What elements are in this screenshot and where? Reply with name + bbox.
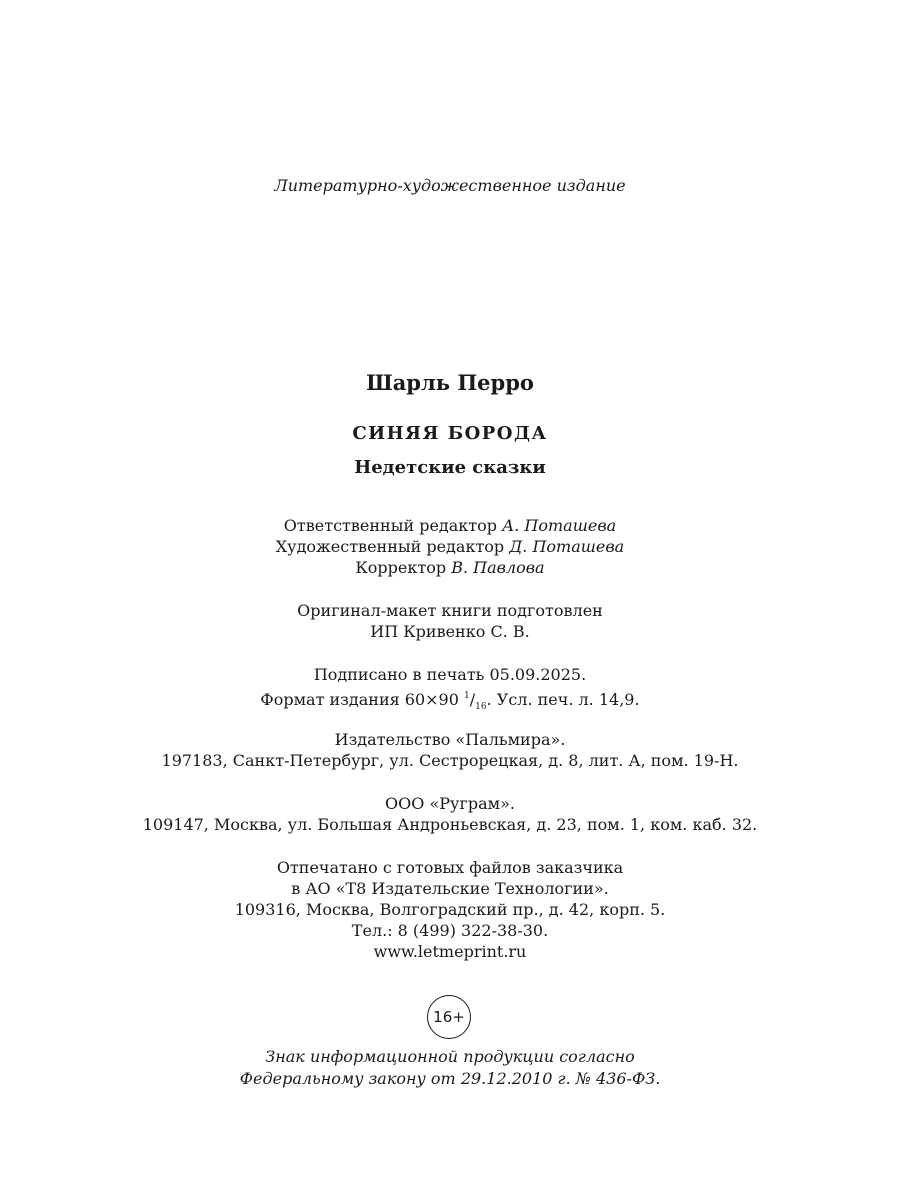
printer-phone: Тел.: 8 (499) 322-38-30.	[351, 921, 549, 940]
printer-line1: Отпечатано с готовых файлов заказчика	[276, 858, 624, 877]
layout-prep-line1: Оригинал-макет книги подготовлен	[297, 601, 603, 620]
printer-address: 109316, Москва, Волгоградский пр., д. 42, корп. 5.	[234, 900, 666, 919]
credit-editor	[0, 515, 900, 536]
format-slash: /	[469, 690, 476, 709]
publisher-address: 197183, Санкт-Петербург, ул. Сестрорецкая, д. 8, лит. А, пом. 19-Н.	[161, 751, 739, 770]
credit-editor-role: Ответственный редактор	[283, 516, 498, 535]
format-suffix: . Усл. печ. л. 14,9.	[486, 690, 640, 709]
distributor-address: 109147, Москва, ул. Большая Андроньевская, д. 23, пом. 1, ком. каб. 32.	[142, 815, 758, 834]
edition-type: Литературно-художественное издание	[274, 176, 626, 195]
credit-art-editor-name: Д. Поташева	[509, 537, 625, 556]
print-format-line	[0, 686, 900, 718]
distributor-name: ООО «Руграм».	[385, 794, 515, 813]
format-numerator: 1	[464, 691, 470, 701]
format-prefix: Формат издания 60×90	[260, 690, 459, 709]
printer-line2: в АО «Т8 Издательские Технологии».	[291, 879, 609, 898]
law-notice-line2: Федеральному закону от 29.12.2010 г. № 436-ФЗ.	[239, 1069, 661, 1088]
credit-proofreader-role: Корректор	[355, 558, 447, 577]
credit-proofreader-name: В. Павлова	[451, 558, 545, 577]
credit-art-editor	[0, 536, 900, 557]
credit-proofreader	[0, 557, 900, 578]
credit-editor-name: А. Поташева	[502, 516, 617, 535]
layout-prep-line2: ИП Кривенко С. В.	[370, 622, 530, 641]
credit-art-editor-role: Художественный редактор	[275, 537, 505, 556]
format-denominator: 16	[475, 702, 487, 712]
publisher-name: Издательство «Пальмира».	[334, 730, 566, 749]
book-subtitle: Недетские сказки	[354, 457, 546, 478]
printer-website: www.letmeprint.ru	[373, 942, 527, 961]
law-notice-line1: Знак информационной продукции согласно	[265, 1047, 635, 1066]
author-name: Шарль Перро	[366, 370, 534, 395]
print-signed-line: Подписано в печать 05.09.2025.	[313, 665, 587, 684]
age-rating-badge: 16+	[427, 995, 471, 1039]
book-title: СИНЯЯ БОРОДА	[352, 423, 548, 444]
